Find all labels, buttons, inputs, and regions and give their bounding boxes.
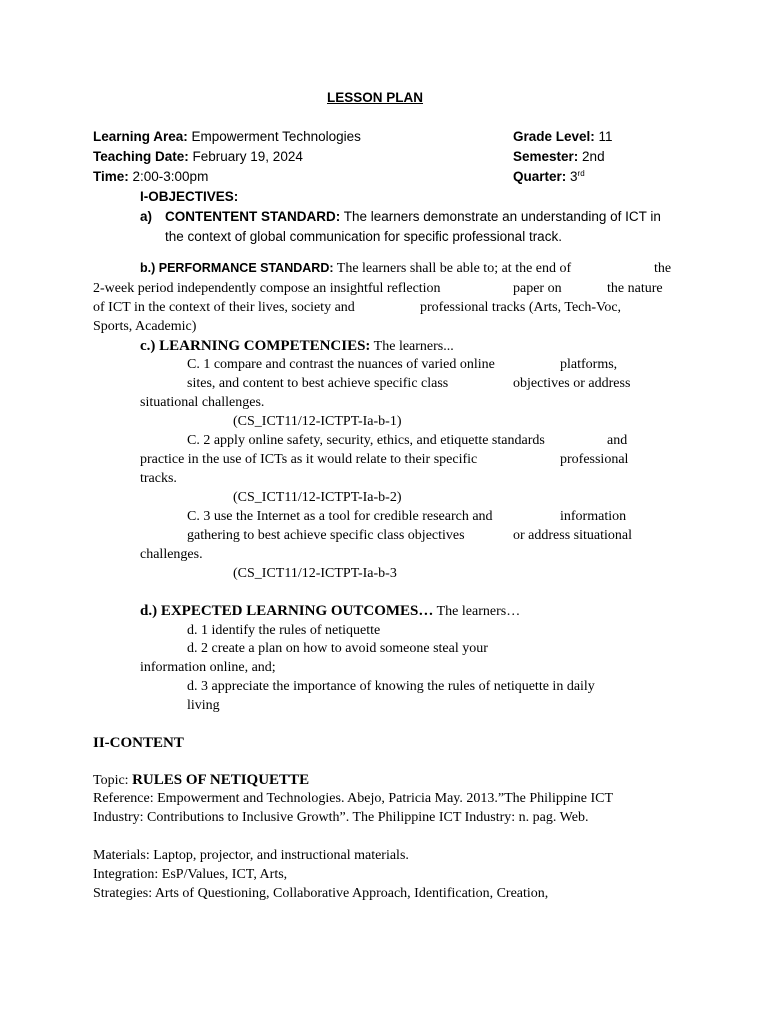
competency-c2-line1a: C. 2 apply online safety, security, ethics, and etiquette standards [187, 433, 545, 448]
competency-c1-line2a: sites, and content to best achieve specific class [187, 376, 449, 391]
competency-c3-line1a: C. 3 use the Internet as a tool for credible research and [187, 509, 493, 524]
learning-area-value: Empowerment Technologies [187, 129, 361, 144]
grade-level-value: 11 [594, 129, 613, 144]
outcome-d1: d. 1 identify the rules of netiquette [187, 623, 381, 638]
grade-level [513, 130, 613, 144]
learning-area-label: Learning Area: [93, 129, 188, 144]
learning-competencies [140, 339, 454, 354]
performance-standard-line3a: of ICT in the context of their lives, society and [93, 300, 355, 315]
performance-standard-label: b.) PERFORMANCE STANDARD: [140, 261, 334, 275]
performance-standard-line4: Sports, Academic) [93, 319, 197, 334]
outcome-d3-line1: d. 3 appreciate the importance of knowing the rules of netiquette in daily [187, 679, 595, 694]
expected-outcomes-label: d.) EXPECTED LEARNING OUTCOMES… [140, 603, 434, 619]
competency-c3-code: (CS_ICT11/12-ICTPT-Ia-b-3 [233, 566, 397, 581]
strategies: Strategies: Arts of Questioning, Collaborative Approach, Identification, Creation, [93, 886, 549, 901]
objective-a-marker: a) [140, 209, 153, 224]
competency-c3-line2a: gathering to best achieve specific class objectives [187, 528, 465, 543]
reference-line2: Industry: Contributions to Inclusive Growth”. The Philippine ICT Industry: n. pag. Web. [93, 810, 589, 825]
topic-label: Topic: [93, 773, 133, 788]
performance-standard-line2b: paper on [513, 281, 562, 296]
competency-c1-code: (CS_ICT11/12-ICTPT-Ia-b-1) [233, 414, 402, 429]
competency-c2-line1b: and [607, 433, 628, 448]
content-heading: II-CONTENT [93, 735, 184, 751]
performance-standard-word: the [654, 261, 672, 276]
quarter-label: Quarter: [513, 169, 567, 184]
performance-standard-line3b: professional tracks (Arts, Tech-Voc, [420, 300, 622, 315]
semester-label: Semester: [513, 149, 579, 164]
competency-c3-line2b: or address situational [513, 528, 632, 543]
teaching-date-value: February 19, 2024 [188, 149, 303, 164]
quarter-superscript: rd [577, 169, 585, 178]
competency-c3-line3: challenges. [140, 547, 203, 562]
time [93, 170, 208, 184]
competency-c2-code: (CS_ICT11/12-ICTPT-Ia-b-2) [233, 490, 402, 505]
teaching-date [93, 150, 303, 164]
expected-outcomes [140, 604, 520, 619]
topic [93, 773, 309, 788]
materials: Materials: Laptop, projector, and instructional materials. [93, 848, 409, 863]
quarter-value: 3 [566, 169, 578, 184]
learning-competencies-intro: The learners... [370, 339, 454, 354]
competency-c2-line3: tracks. [140, 471, 177, 486]
outcome-d3-line2: living [187, 698, 220, 713]
expected-outcomes-intro: The learners… [433, 604, 521, 619]
competency-c1-line1a: C. 1 compare and contrast the nuances of varied online [187, 357, 495, 372]
topic-value: RULES OF NETIQUETTE [132, 772, 310, 788]
learning-competencies-label: c.) LEARNING COMPETENCIES: [140, 338, 371, 354]
outcome-d2-line1: d. 2 create a plan on how to avoid someone steal your [187, 641, 488, 656]
competency-c2-line2a: practice in the use of ICTs as it would relate to their specific [140, 452, 478, 467]
time-label: Time: [93, 169, 129, 184]
content-standard [165, 210, 661, 224]
semester [513, 150, 605, 164]
semester-value: 2nd [578, 149, 605, 164]
content-standard-line2: the context of global communication for specific professional track. [165, 229, 562, 244]
integration: Integration: EsP/Values, ICT, Arts, [93, 867, 288, 882]
performance-standard-line2a: 2-week period independently compose an insightful reflection [93, 281, 441, 296]
objectives-heading: I-OBJECTIVES: [140, 189, 239, 204]
grade-level-label: Grade Level: [513, 129, 595, 144]
page-title: LESSON PLAN [327, 90, 424, 105]
competency-c1-line2b: objectives or address [513, 376, 631, 391]
content-standard-text: The learners demonstrate an understanding of ICT in [340, 209, 661, 224]
competency-c1-line1b: platforms, [560, 357, 618, 372]
competency-c1-line3: situational challenges. [140, 395, 265, 410]
time-value: 2:00-3:00pm [128, 169, 209, 184]
performance-standard [140, 262, 571, 276]
quarter [513, 170, 585, 184]
competency-c3-line1b: information [560, 509, 627, 524]
reference-line1: Reference: Empowerment and Technologies. Abejo, Patricia May. 2013.”The Philippine ICT [93, 791, 613, 806]
performance-standard-line2c: the nature [607, 281, 663, 296]
performance-standard-text: The learners shall be able to; at the end of [333, 261, 572, 276]
competency-c2-line2b: professional [560, 452, 629, 467]
teaching-date-label: Teaching Date: [93, 149, 189, 164]
outcome-d2-line2: information online, and; [140, 660, 276, 675]
content-standard-label: CONTENTENT STANDARD: [165, 209, 341, 224]
learning-area [93, 130, 361, 144]
